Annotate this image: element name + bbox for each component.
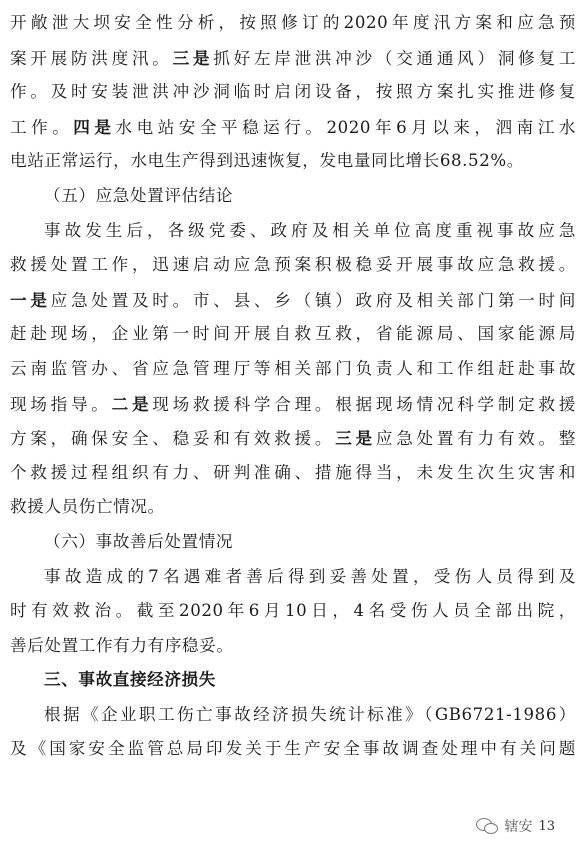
text-line: 救援人员伤亡情况。 — [10, 497, 165, 517]
text-line: 善后处置工作有力有序稳妥。 — [10, 635, 234, 655]
body-text: 抓好左岸泄洪冲沙（交通通风）洞修复工 — [213, 48, 576, 68]
body-text: 现场救援科学合理。根据现场情况科学制定救援 — [152, 394, 577, 414]
section-subheading: （六）事故善后处置情况 — [44, 531, 234, 551]
text-line: 电站正常运行，水电生产得到迅速恢复，发电量同比增长68.52%。 — [10, 151, 524, 171]
emphasis-text: 三是 — [335, 428, 376, 449]
watermark-text: 辖安 — [504, 819, 533, 835]
document-body — [10, 6, 576, 767]
text-line — [10, 110, 576, 145]
text-line: 根据《企业职工伤亡事故经济损失统计标准》（GB6721-1986） — [44, 704, 576, 724]
page-number: 13 — [538, 818, 555, 834]
emphasis-text: 二是 — [111, 393, 153, 414]
body-text: 水电站安全平稳运行。2020年6月以来，泗南江水 — [115, 117, 577, 137]
text-line — [10, 283, 576, 318]
emphasis-text: 三是 — [172, 47, 214, 68]
text-line: 事故发生后，各级党委、政府及相关单位高度重视事故应急 — [44, 220, 576, 240]
text-line — [10, 41, 576, 76]
text-line: 救援处置工作，迅速启动应急预案积极稳妥开展事故应急救援。 — [10, 255, 576, 275]
text-line: 云南监管办、省应急管理厅等相关部门负责人和工作组赶赴事故 — [10, 358, 576, 378]
text-line — [10, 421, 576, 456]
body-text: 应急处置及时。市、县、乡（镇）政府及相关部门第一时间 — [50, 290, 576, 310]
footer — [476, 816, 555, 836]
emphasis-text: 一是 — [10, 289, 51, 310]
text-line: 事故造成的7名遇难者善后得到妥善处置，受伤人员得到及 — [44, 566, 576, 586]
text-line: 时有效救治。截至2020年6月10日，4名受伤人员全部出院， — [10, 601, 576, 621]
body-text: 案开展防洪度汛。 — [10, 48, 173, 68]
section-subheading: （五）应急处置评估结论 — [44, 185, 234, 205]
wechat-icon — [476, 818, 498, 834]
section-heading: 三、事故直接经济损失 — [44, 670, 216, 690]
body-text: 现场指导。 — [10, 394, 112, 414]
body-text: 工作。 — [10, 117, 74, 137]
text-line — [10, 387, 576, 422]
text-line: 及《国家安全监管总局印发关于生产安全事故调查处理中有关问题 — [10, 739, 576, 759]
body-text: 应急处置有力有效。整 — [375, 429, 576, 449]
text-line: 作。及时安装泄洪冲沙洞临时启闭设备，按照方案扎实推进修复 — [10, 82, 576, 102]
emphasis-text: 四是 — [73, 116, 116, 137]
body-text: 方案，确保安全、稳妥和有效救援。 — [10, 429, 336, 449]
text-line: 开敞泄大坝安全性分析，按照修订的2020年度汛方案和应急预 — [10, 13, 576, 32]
text-line: 个救援过程组织有力、研判准确、措施得当，未发生次生灾害和 — [10, 462, 576, 482]
text-line: 赶赴现场，企业第一时间开展自救互救，省能源局、国家能源局 — [10, 324, 576, 344]
